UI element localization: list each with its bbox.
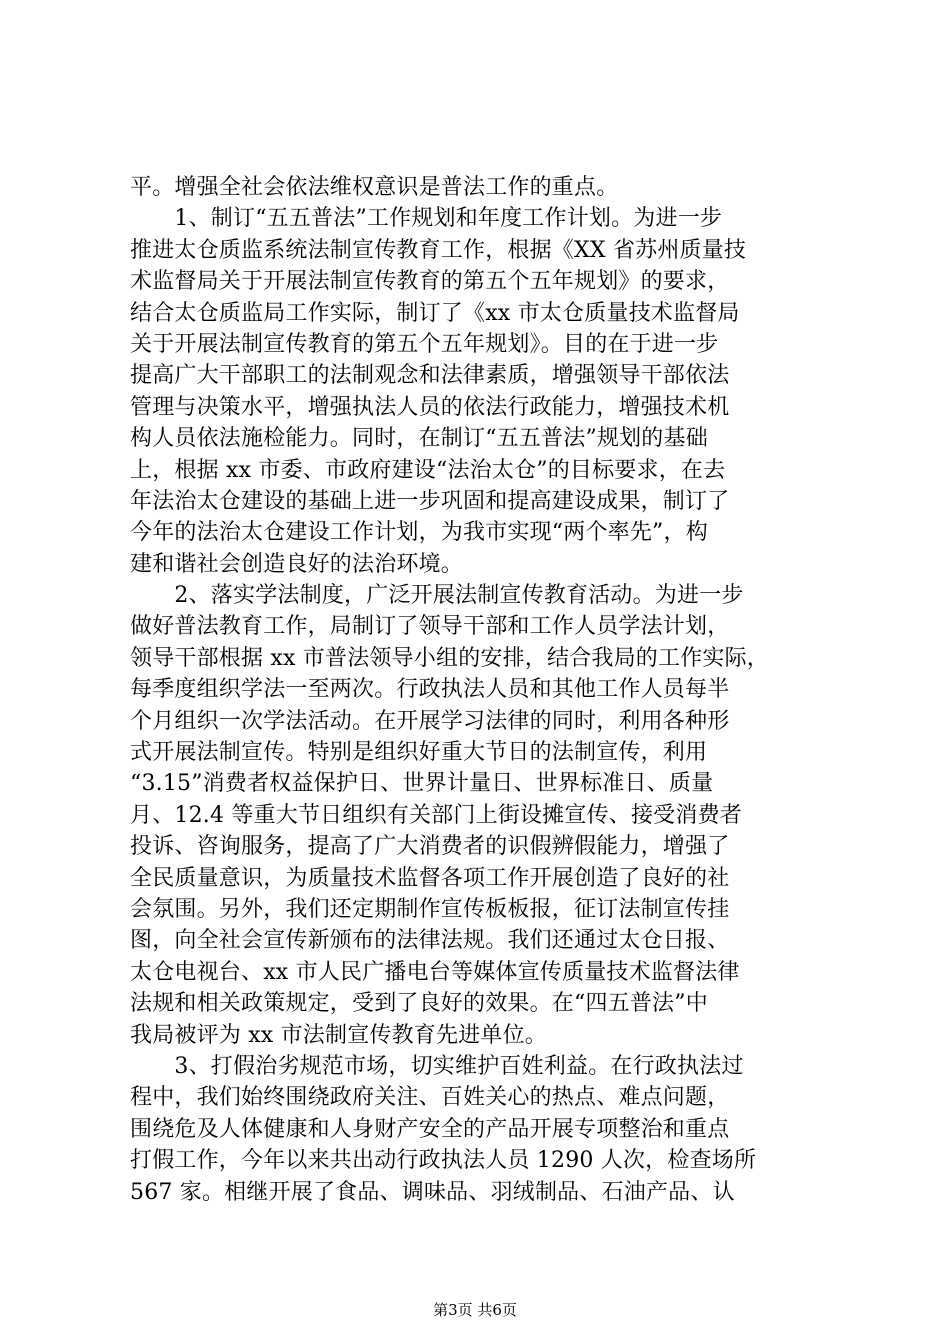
text-line: 管理与决策水平，增强执法人员的依法行政能力，增强技术机 [130, 394, 730, 420]
text-line: 打假工作，今年以来共出动行政执法人员 1290 人次，检查场所 [130, 1148, 757, 1174]
text-line: 构人员依法施检能力。同时，在制订“五五普法”规划的基础 [130, 426, 708, 452]
text-line: 法规和相关政策规定，受到了良好的效果。在“四五普法”中 [130, 991, 708, 1017]
body-text [130, 172, 822, 1208]
text-line: 月、12.4 等重大节日组织有关部门上街设摊宣传、接受消费者 [130, 802, 742, 828]
text-line: 1、制订“五五普法”工作规划和年度工作计划。为进一步 [130, 206, 723, 232]
text-line: 结合太仓质监局工作实际，制订了《xx 市太仓质量技术监督局 [130, 300, 740, 326]
text-line: 3、打假治劣规范市场，切实维护百姓利益。在行政执法过 [130, 1053, 744, 1079]
text-line: 太仓电视台、xx 市人民广播电台等媒体宣传质量技术监督法律 [130, 959, 740, 985]
text-line: 术监督局关于开展法制宣传教育的第五个五年规划》的要求， [130, 269, 730, 295]
text-line: 每季度组织学法一至两次。行政执法人员和其他工作人员每半 [130, 677, 730, 703]
text-line: 会氛围。另外，我们还定期制作宣传板板报，征订法制宣传挂 [130, 896, 730, 922]
text-line: 今年的法治太仓建设工作计划，为我市实现“两个率先”，构 [130, 520, 708, 546]
text-line: 做好普法教育工作，局制订了领导干部和工作人员学法计划， [130, 614, 730, 640]
text-line: 关于开展法制宣传教育的第五个五年规划》。目的在于进一步 [130, 331, 719, 357]
page-footer: 第3页 共6页 [433, 1301, 517, 1319]
text-line: 建和谐社会创造良好的法治环境。 [130, 551, 464, 577]
text-line: 我局被评为 xx 市法制宣传教育先进单位。 [130, 1022, 548, 1048]
text-line: 推进太仓质监系统法制宣传教育工作，根据《XX 省苏州质量技 [130, 237, 747, 263]
text-line: 平。增强全社会依法维权意识是普法工作的重点。 [130, 175, 619, 200]
text-line: 个月组织一次学法活动。在开展学习法律的同时，利用各种形 [130, 708, 730, 734]
text-line: 2、落实学法制度，广泛开展法制宣传教育活动。为进一步 [130, 583, 744, 609]
text-line: 567 家。相继开展了食品、调味品、羽绒制品、石油产品、认 [130, 1179, 735, 1205]
text-line: “3.15”消费者权益保护日、世界计量日、世界标准日、质量 [130, 771, 714, 797]
text-line: 上，根据 xx 市委、市政府建设“法治太仓”的目标要求，在去 [130, 457, 726, 483]
text-line: 领导干部根据 xx 市普法领导小组的安排，结合我局的工作实际， [130, 645, 770, 671]
text-line: 全民质量意识，为质量技术监督各项工作开展创造了良好的社 [130, 865, 730, 891]
text-line: 图，向全社会宣传新颁布的法律法规。我们还通过太仓日报、 [130, 928, 730, 954]
text-line: 提高广大干部职工的法制观念和法律素质，增强领导干部依法 [130, 363, 730, 389]
text-line: 式开展法制宣传。特别是组织好重大节日的法制宣传，利用 [130, 740, 708, 766]
text-line: 投诉、咨询服务，提高了广大消费者的识假辨假能力，增强了 [130, 834, 730, 860]
text-line: 程中，我们始终围绕政府关注、百姓关心的热点、难点问题， [130, 1085, 730, 1111]
text-line: 年法治太仓建设的基础上进一步巩固和提高建设成果，制订了 [130, 488, 730, 514]
text-line: 围绕危及人体健康和人身财产安全的产品开展专项整治和重点 [130, 1116, 730, 1142]
